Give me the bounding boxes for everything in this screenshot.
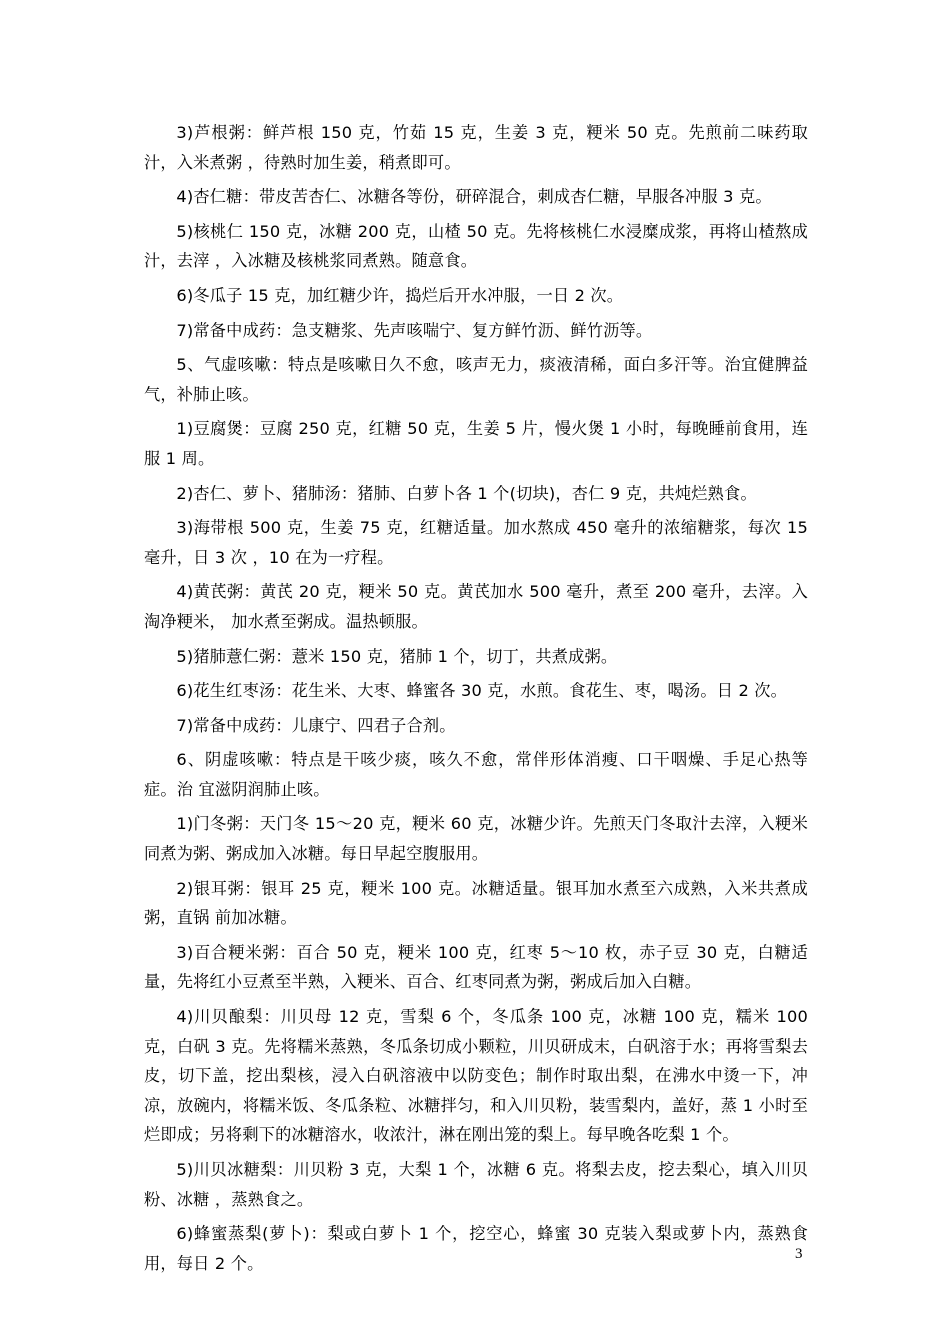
paragraph: 6)花生红枣汤：花生米、大枣、蜂蜜各 30 克，水煎。食花生、枣，喝汤。日 2 次。 <box>176 681 788 701</box>
paragraph: 7)常备中成药：儿康宁、四君子合剂。 <box>176 715 456 735</box>
paragraph: 1)豆腐煲：豆腐 250 克，红糖 50 克，生姜 5 片，慢火煲 1 小时，每晚睡前食用，连服 1 周。 <box>144 419 808 468</box>
paragraph: 5)猪肺薏仁粥：薏米 150 克，猪肺 1 个，切丁，共煮成粥。 <box>176 646 618 666</box>
paragraph: 6)蜂蜜蒸梨(萝卜)：梨或白萝卜 1 个，挖空心，蜂蜜 30 克装入梨或萝卜内，蒸熟食用，每日 2 个。 <box>144 1224 808 1273</box>
paragraph: 4)川贝酿梨：川贝母 12 克，雪梨 6 个，冬瓜条 100 克，冰糖 100 克，糯米 100 克，白矾 3 克。先将糯米蒸熟，冬瓜条切成小颗粒，川贝研成末，白矾溶于水；再将雪梨去皮，切下盖，挖出梨核，浸入白矾溶液中以防变色；制作时取出梨，在沸水中烫一下，冲凉，放碗内，将糯米饭、冬瓜条粒、冰糖拌匀，和入川贝粉，装雪梨内，盖好，蒸 1 小时至烂即成；另将剩下的冰糖溶水，收浓汁，淋在刚出笼的梨上。每早晚各吃梨 1 个。 <box>144 1007 808 1145</box>
page-number: 3 <box>795 1246 803 1262</box>
paragraph: 2)杏仁、萝卜、猪肺汤：猪肺、白萝卜各 1 个(切块)，杏仁 9 克，共炖烂熟食。 <box>176 483 757 503</box>
paragraph: 4)黄芪粥：黄芪 20 克，粳米 50 克。黄芪加水 500 毫升，煮至 200 毫升，去滓。入淘净粳米， 加水煮至粥成。温热顿服。 <box>144 582 808 631</box>
paragraph: 5)核桃仁 150 克，冰糖 200 克，山楂 50 克。先将核桃仁水浸糜成浆，再将山楂熬成汁，去滓 ，入冰糖及核桃浆同煮熟。随意食。 <box>144 221 808 271</box>
paragraph: 2)银耳粥：银耳 25 克，粳米 100 克。冰糖适量。银耳加水煮至六成熟，入米共煮成粥，直锅 前加冰糖。 <box>144 878 808 928</box>
paragraph: 3)芦根粥：鲜芦根 150 克，竹茹 15 克，生姜 3 克，粳米 50 克。先煎前二味药取汁，入米煮粥 ，待熟时加生姜，稍煮即可。 <box>144 123 808 172</box>
paragraph: 1)门冬粥：天门冬 15～20 克，粳米 60 克，冰糖少许。先煎天门冬取汁去滓，入粳米同煮为粥、粥成加入冰糖。每日早起空腹服用。 <box>144 814 808 864</box>
page-body <box>144 118 808 1283</box>
paragraph: 5)川贝冰糖梨：川贝粉 3 克，大梨 1 个，冰糖 6 克。将梨去皮，挖去梨心，填入川贝粉、冰糖 ，蒸熟食之。 <box>144 1160 808 1209</box>
paragraph: 4)杏仁糖：带皮苦杏仁、冰糖各等份，研碎混合，刺成杏仁糖，早服各冲服 3 克。 <box>176 187 772 207</box>
paragraph: 3)海带根 500 克，生姜 75 克，红糖适量。加水熬成 450 毫升的浓缩糖浆，每次 15 毫升，日 3 次 ，10 在为一疗程。 <box>144 518 808 567</box>
paragraph: 3)百合粳米粥：百合 50 克，粳米 100 克，红枣 5～10 枚，赤子豆 30 克，白糖适量，先将红小豆煮至半熟，入粳米、百合、红枣同煮为粥，粥成后加入白糖。 <box>144 942 808 992</box>
paragraph: 6)冬瓜子 15 克，加红糖少许，捣烂后开水冲服，一日 2 次。 <box>176 285 624 305</box>
section-heading-paragraph: 6、阴虚咳嗽：特点是干咳少痰，咳久不愈，常伴形体消瘦、口干咽燥、手足心热等症。治 宜滋阴润肺止咳。 <box>144 750 808 799</box>
section-heading-paragraph: 5、气虚咳嗽：特点是咳嗽日久不愈，咳声无力，痰液清稀，面白多汗等。治宜健脾益气，补肺止咳。 <box>144 355 808 404</box>
paragraph: 7)常备中成药：急支糖浆、先声咳喘宁、复方鲜竹沥、鲜竹沥等。 <box>176 320 653 340</box>
